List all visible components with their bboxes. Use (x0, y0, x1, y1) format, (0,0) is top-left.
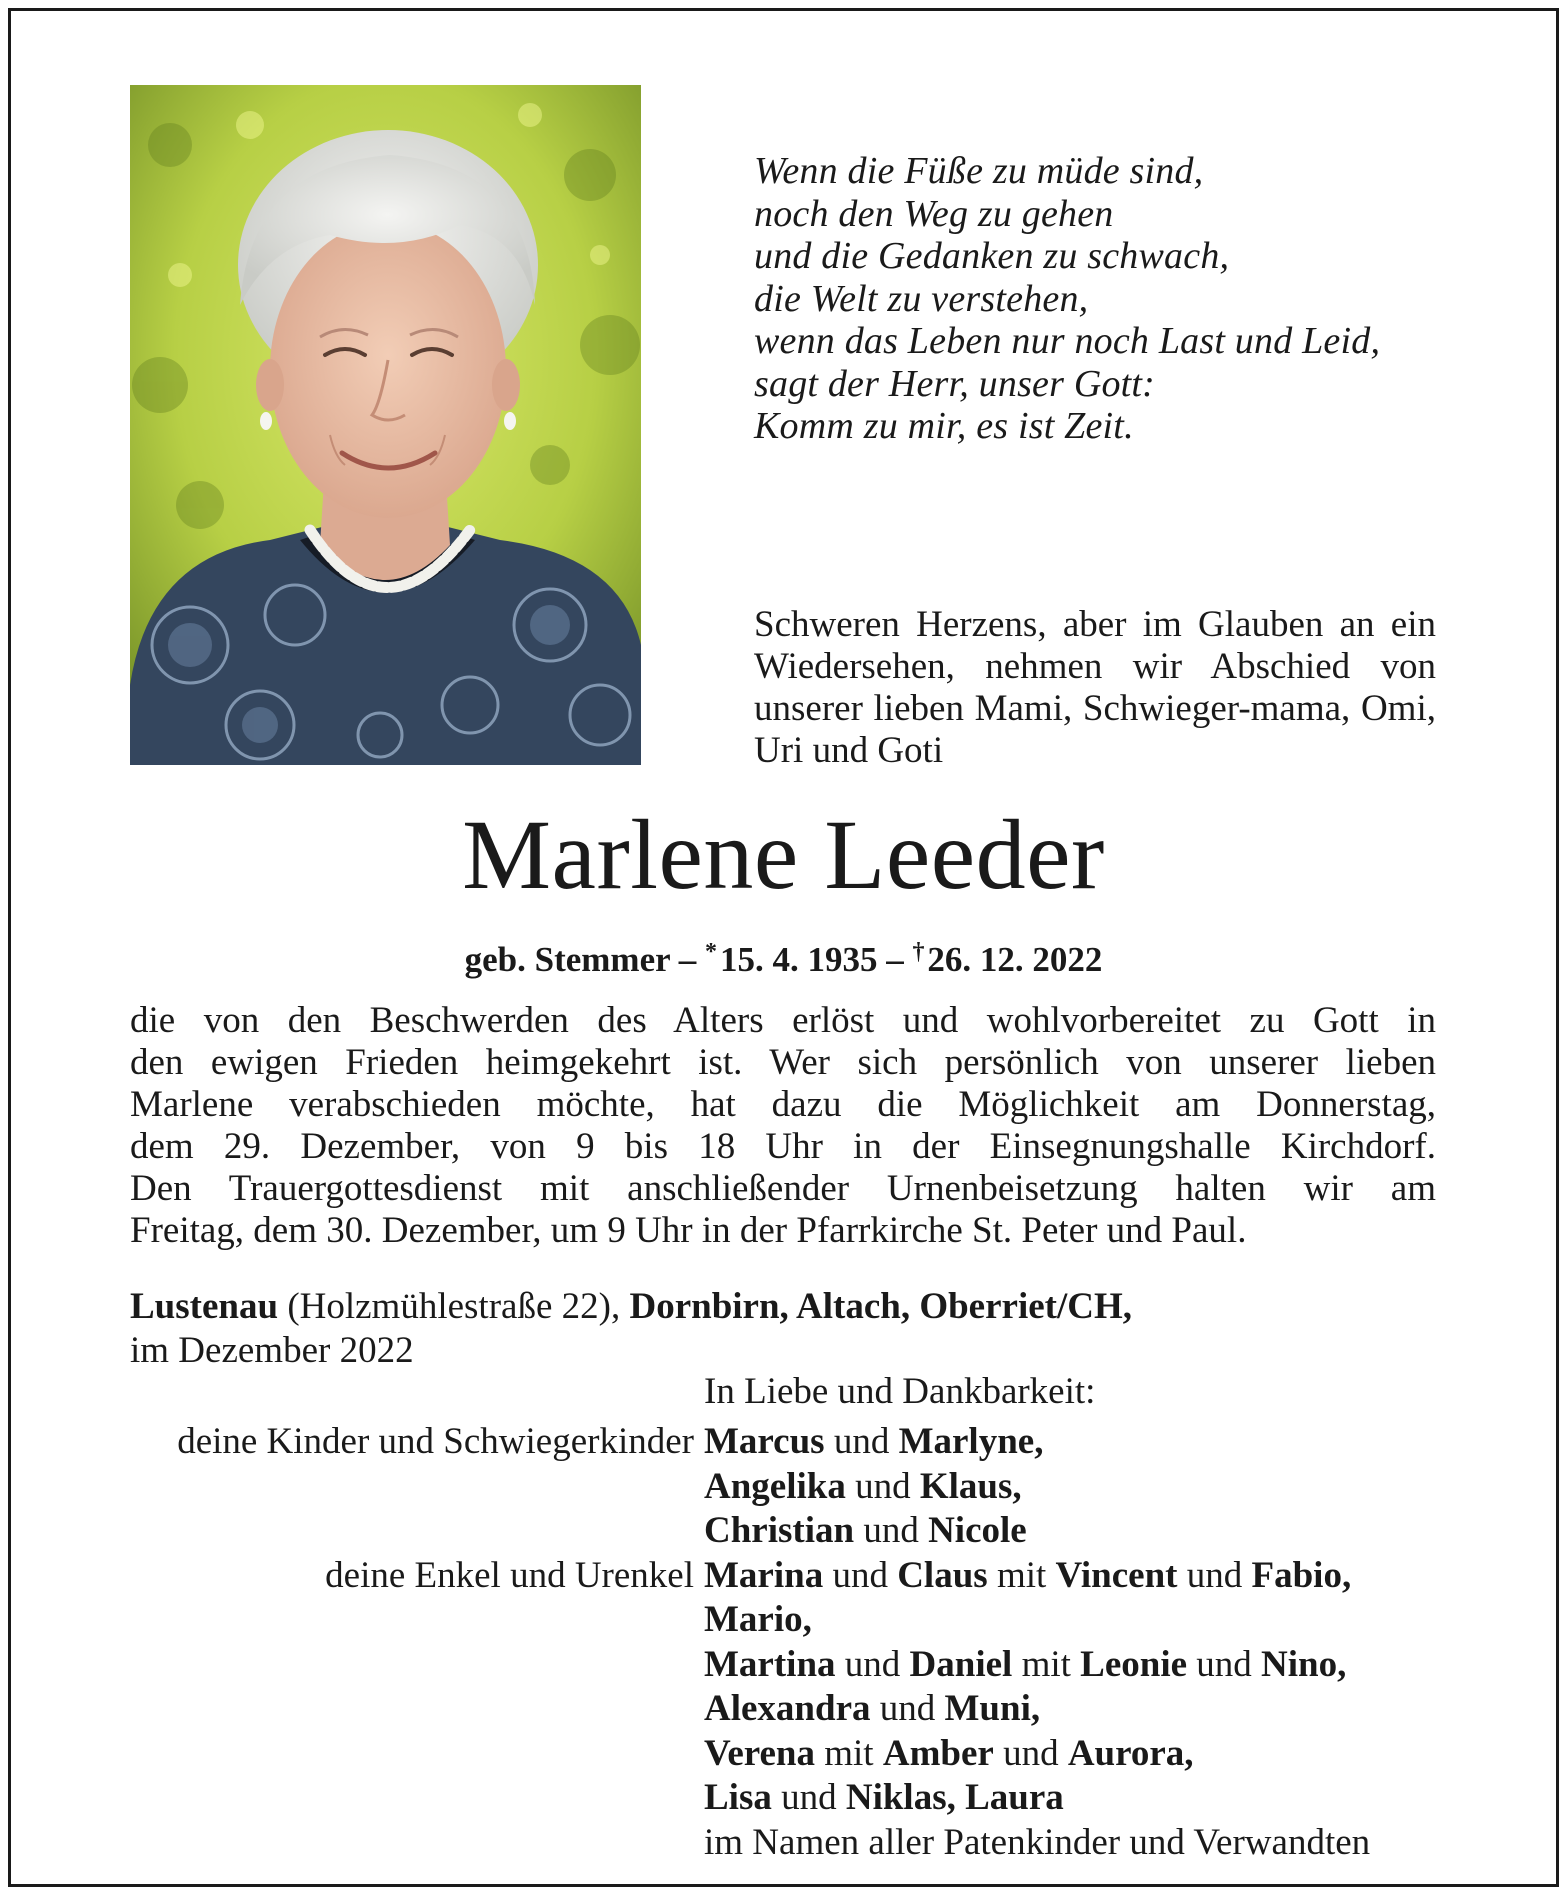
family-row (0, 1687, 1567, 1732)
born-date: 15. 4. 1935 (719, 940, 878, 979)
family-names (704, 1687, 1040, 1732)
family-names (704, 1598, 812, 1643)
life-dates: geb. Stemmer – * 15. 4. 1935 – † 26. 12. 2022 (464, 939, 1103, 979)
deceased-name: Marlene Leeder (462, 799, 1105, 910)
family-names (704, 1420, 1043, 1465)
family-member-name: Nino, (1261, 1643, 1347, 1685)
family-member-name: Daniel (909, 1643, 1013, 1685)
body-line: Marlene verabschieden möchte, hat dazu die Möglichkeit am Donnerstag, (130, 1084, 1436, 1125)
family-member-name: Christian (704, 1510, 855, 1551)
family-member-name: Fabio, (1251, 1554, 1352, 1596)
family-member-name: Niklas, Laura (845, 1777, 1064, 1818)
family-member-name: Marcus (704, 1421, 825, 1462)
family-member-name: Amber (882, 1732, 994, 1774)
family-member-name: Muni, (944, 1688, 1041, 1729)
family-group-label: deine Kinder und Schwiegerkinder (177, 1421, 694, 1462)
family-row (0, 1643, 1567, 1688)
family-names (704, 1643, 1346, 1688)
home-address: (Holzmühlestraße 22), (278, 1286, 630, 1327)
name-connector: und (845, 1465, 920, 1507)
closing-line: In Liebe und Dankbarkeit: (704, 1371, 1096, 1412)
poem-line: und die Gedanken zu schwach, (754, 235, 1230, 277)
family-member-name: Aurora, (1067, 1732, 1194, 1774)
died-date: 26. 12. 2022 (927, 940, 1103, 979)
name-connector: und (870, 1688, 945, 1729)
other-towns: Dornbirn, Altach, Oberriet/CH, (629, 1286, 1133, 1327)
family-names (704, 1509, 1027, 1554)
family-row (0, 1509, 1567, 1554)
place-and-date (130, 1285, 1132, 1373)
poem-line: noch den Weg zu gehen (754, 192, 1114, 235)
name-connector: und (1187, 1643, 1262, 1685)
name-connector: und (854, 1510, 929, 1551)
family-footer-row (0, 1821, 1567, 1866)
family-member-name: Claus (897, 1554, 988, 1596)
family-group-label: deine Enkel und Urenkel (325, 1554, 694, 1596)
name-connector: und (1177, 1554, 1252, 1596)
name-connector: und (771, 1777, 846, 1818)
name-connector: mit (815, 1732, 883, 1774)
family-member-name: Martina (704, 1643, 836, 1685)
name-connector: und (835, 1643, 910, 1685)
family-member-name: Alexandra (704, 1688, 871, 1729)
family-row (0, 1776, 1567, 1821)
body-line: dem 29. Dezember, von 9 bis 18 Uhr in der Einsegnungshalle Kirchdorf. (130, 1126, 1436, 1167)
family-names (704, 1732, 1194, 1777)
family-member-name: Klaus, (919, 1465, 1022, 1507)
family-member-name: Lisa (704, 1777, 772, 1818)
poem-line: sagt der Herr, unser Gott: (754, 362, 1156, 405)
body-line: Freitag, dem 30. Dezember, um 9 Uhr in der Pfarrkirche St. Peter und Paul. (130, 1210, 1247, 1251)
family-member-name: Angelika (704, 1465, 846, 1507)
born-symbol: * (705, 939, 718, 965)
died-symbol: † (912, 939, 925, 965)
name-connector: mit (987, 1554, 1056, 1596)
month-year: im Dezember 2022 (130, 1330, 414, 1371)
family-row (0, 1598, 1567, 1643)
intro-text: Schweren Herzens, aber im Glauben an ein Wiedersehen, nehmen wir Abschied von unserer lieben Mami, Schwieger-mama, Omi, Uri und Goti (754, 604, 1436, 771)
family-row (0, 1732, 1567, 1777)
family-row (0, 1420, 1567, 1465)
portrait-photo (130, 85, 641, 765)
family-names (704, 1776, 1064, 1821)
body-line: Den Trauergottesdienst mit anschließender Urnenbeisetzung halten wir am (130, 1168, 1436, 1209)
family-row (0, 1554, 1567, 1599)
family-member-name: Verena (704, 1732, 815, 1774)
name-connector: mit (1012, 1643, 1081, 1685)
family-member-name: Mario, (704, 1599, 812, 1640)
poem (754, 150, 1380, 448)
family-member-name: Marina (704, 1554, 824, 1596)
poem-line: die Welt zu verstehen, (754, 277, 1089, 320)
name-connector: und (824, 1421, 899, 1462)
home-town: Lustenau (130, 1286, 279, 1327)
poem-line: Komm zu mir, es ist Zeit. (754, 405, 1134, 447)
announcement-body (130, 1000, 1436, 1252)
family-member-name: Vincent (1055, 1554, 1178, 1596)
name-connector: und (823, 1554, 898, 1596)
poem-line: Wenn die Füße zu müde sind, (754, 150, 1204, 192)
family-member-name: Nicole (928, 1510, 1027, 1551)
birth-name: geb. Stemmer (464, 940, 671, 979)
family-row (0, 1465, 1567, 1510)
poem-line: wenn das Leben nur noch Last und Leid, (754, 320, 1381, 362)
body-line: den ewigen Frieden heimgekehrt ist. Wer sich persönlich von unserer lieben (130, 1042, 1436, 1083)
family-member-name: Marlyne, (898, 1421, 1044, 1462)
family-footer: im Namen aller Patenkinder und Verwandten (704, 1821, 1371, 1863)
body-line: die von den Beschwerden des Alters erlöst und wohlvorbereitet zu Gott in (130, 1000, 1436, 1041)
family-member-name: Leonie (1080, 1643, 1188, 1685)
family-names (704, 1554, 1351, 1599)
name-connector: und (993, 1732, 1068, 1774)
family-names (704, 1465, 1022, 1510)
family-list (0, 1420, 1567, 1865)
